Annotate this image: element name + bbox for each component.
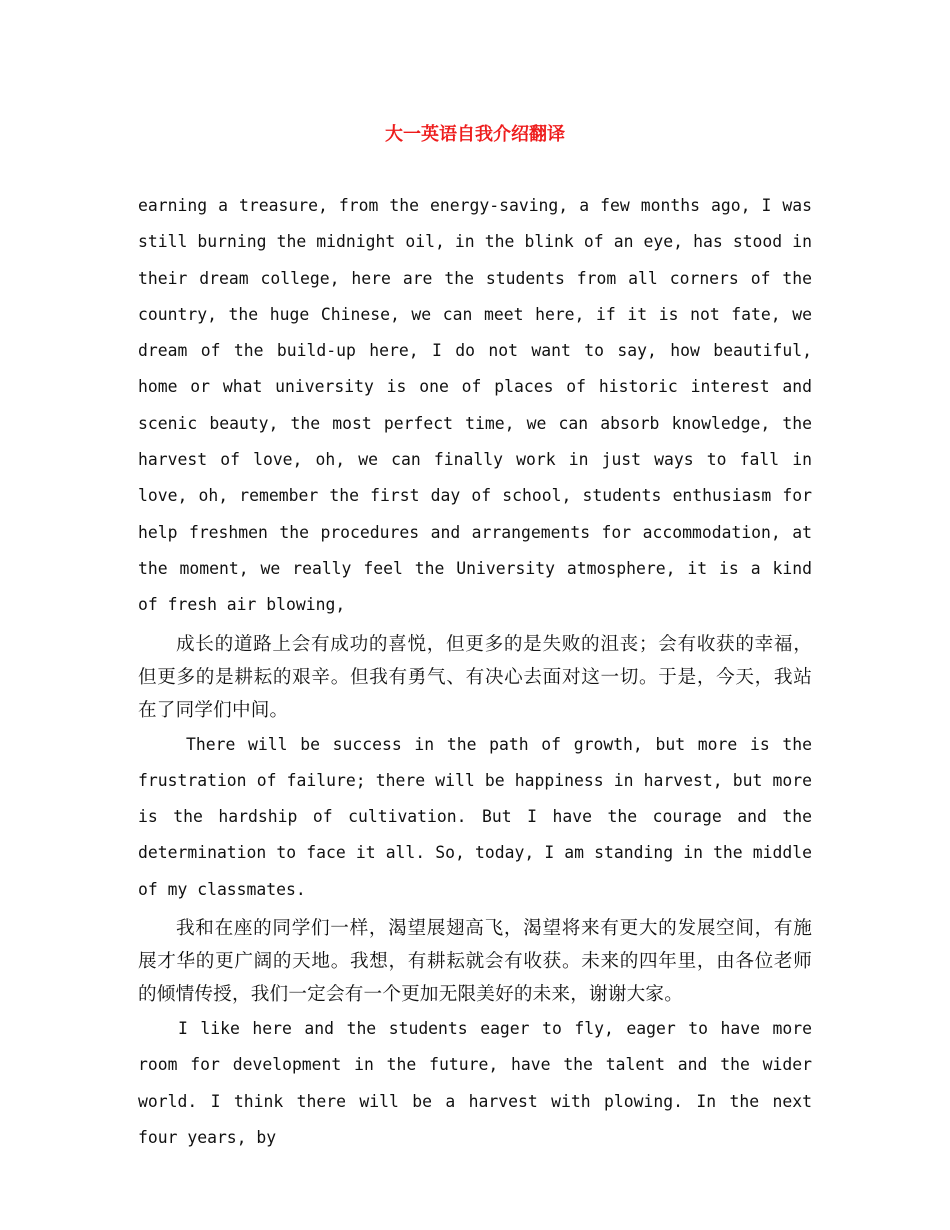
document-body [138,188,812,1156]
document-title: 大一英语自我介绍翻译 [385,124,565,145]
paragraph-english-1: earning a treasure, from the energy-saving, a few months ago, I was still burning the midnight oil, in the blink of an eye, has stood in their dream college, here are the students from all corners of the country, the huge Chinese, we can meet here, if it is not fate, we dream of the build-up here, I do not want to say, how beautiful, home or what university is one of places of historic interest and scenic beauty, the most perfect time, we can absorb knowledge, the harvest of love, oh, we can finally work in just ways to fall in love, oh, remember the first day of school, students enthusiasm for help freshmen the procedures and arrangements for accommodation, at the moment, we really feel the University atmosphere, it is a kind of fresh air blowing, [138,196,812,615]
paragraph-english-3: I like here and the students eager to fly, eager to have more room for development in the future, have the talent and the wider world. I think there will be a harvest with plowing. In the next four years, by [138,1019,812,1147]
paragraph-chinese-2: 我和在座的同学们一样，渴望展翅高飞，渴望将来有更大的发展空间，有施展才华的更广阔的天地。我想，有耕耘就会有收获。未来的四年里，由各位老师的倾情传授，我们一定会有一个更加无限美好的未来，谢谢大家。 [138,918,812,1006]
paragraph-english-2: There will be success in the path of growth, but more is the frustration of failure; there will be happiness in harvest, but more is the hardship of cultivation. But I have the courage and the determination to face it all. So, today, I am standing in the middle of my classmates. [138,734,812,899]
paragraph-chinese-1: 成长的道路上会有成功的喜悦，但更多的是失败的沮丧；会有收获的幸福，但更多的是耕耘的艰辛。但我有勇气、有决心去面对这一切。于是，今天，我站在了同学们中间。 [138,633,812,721]
